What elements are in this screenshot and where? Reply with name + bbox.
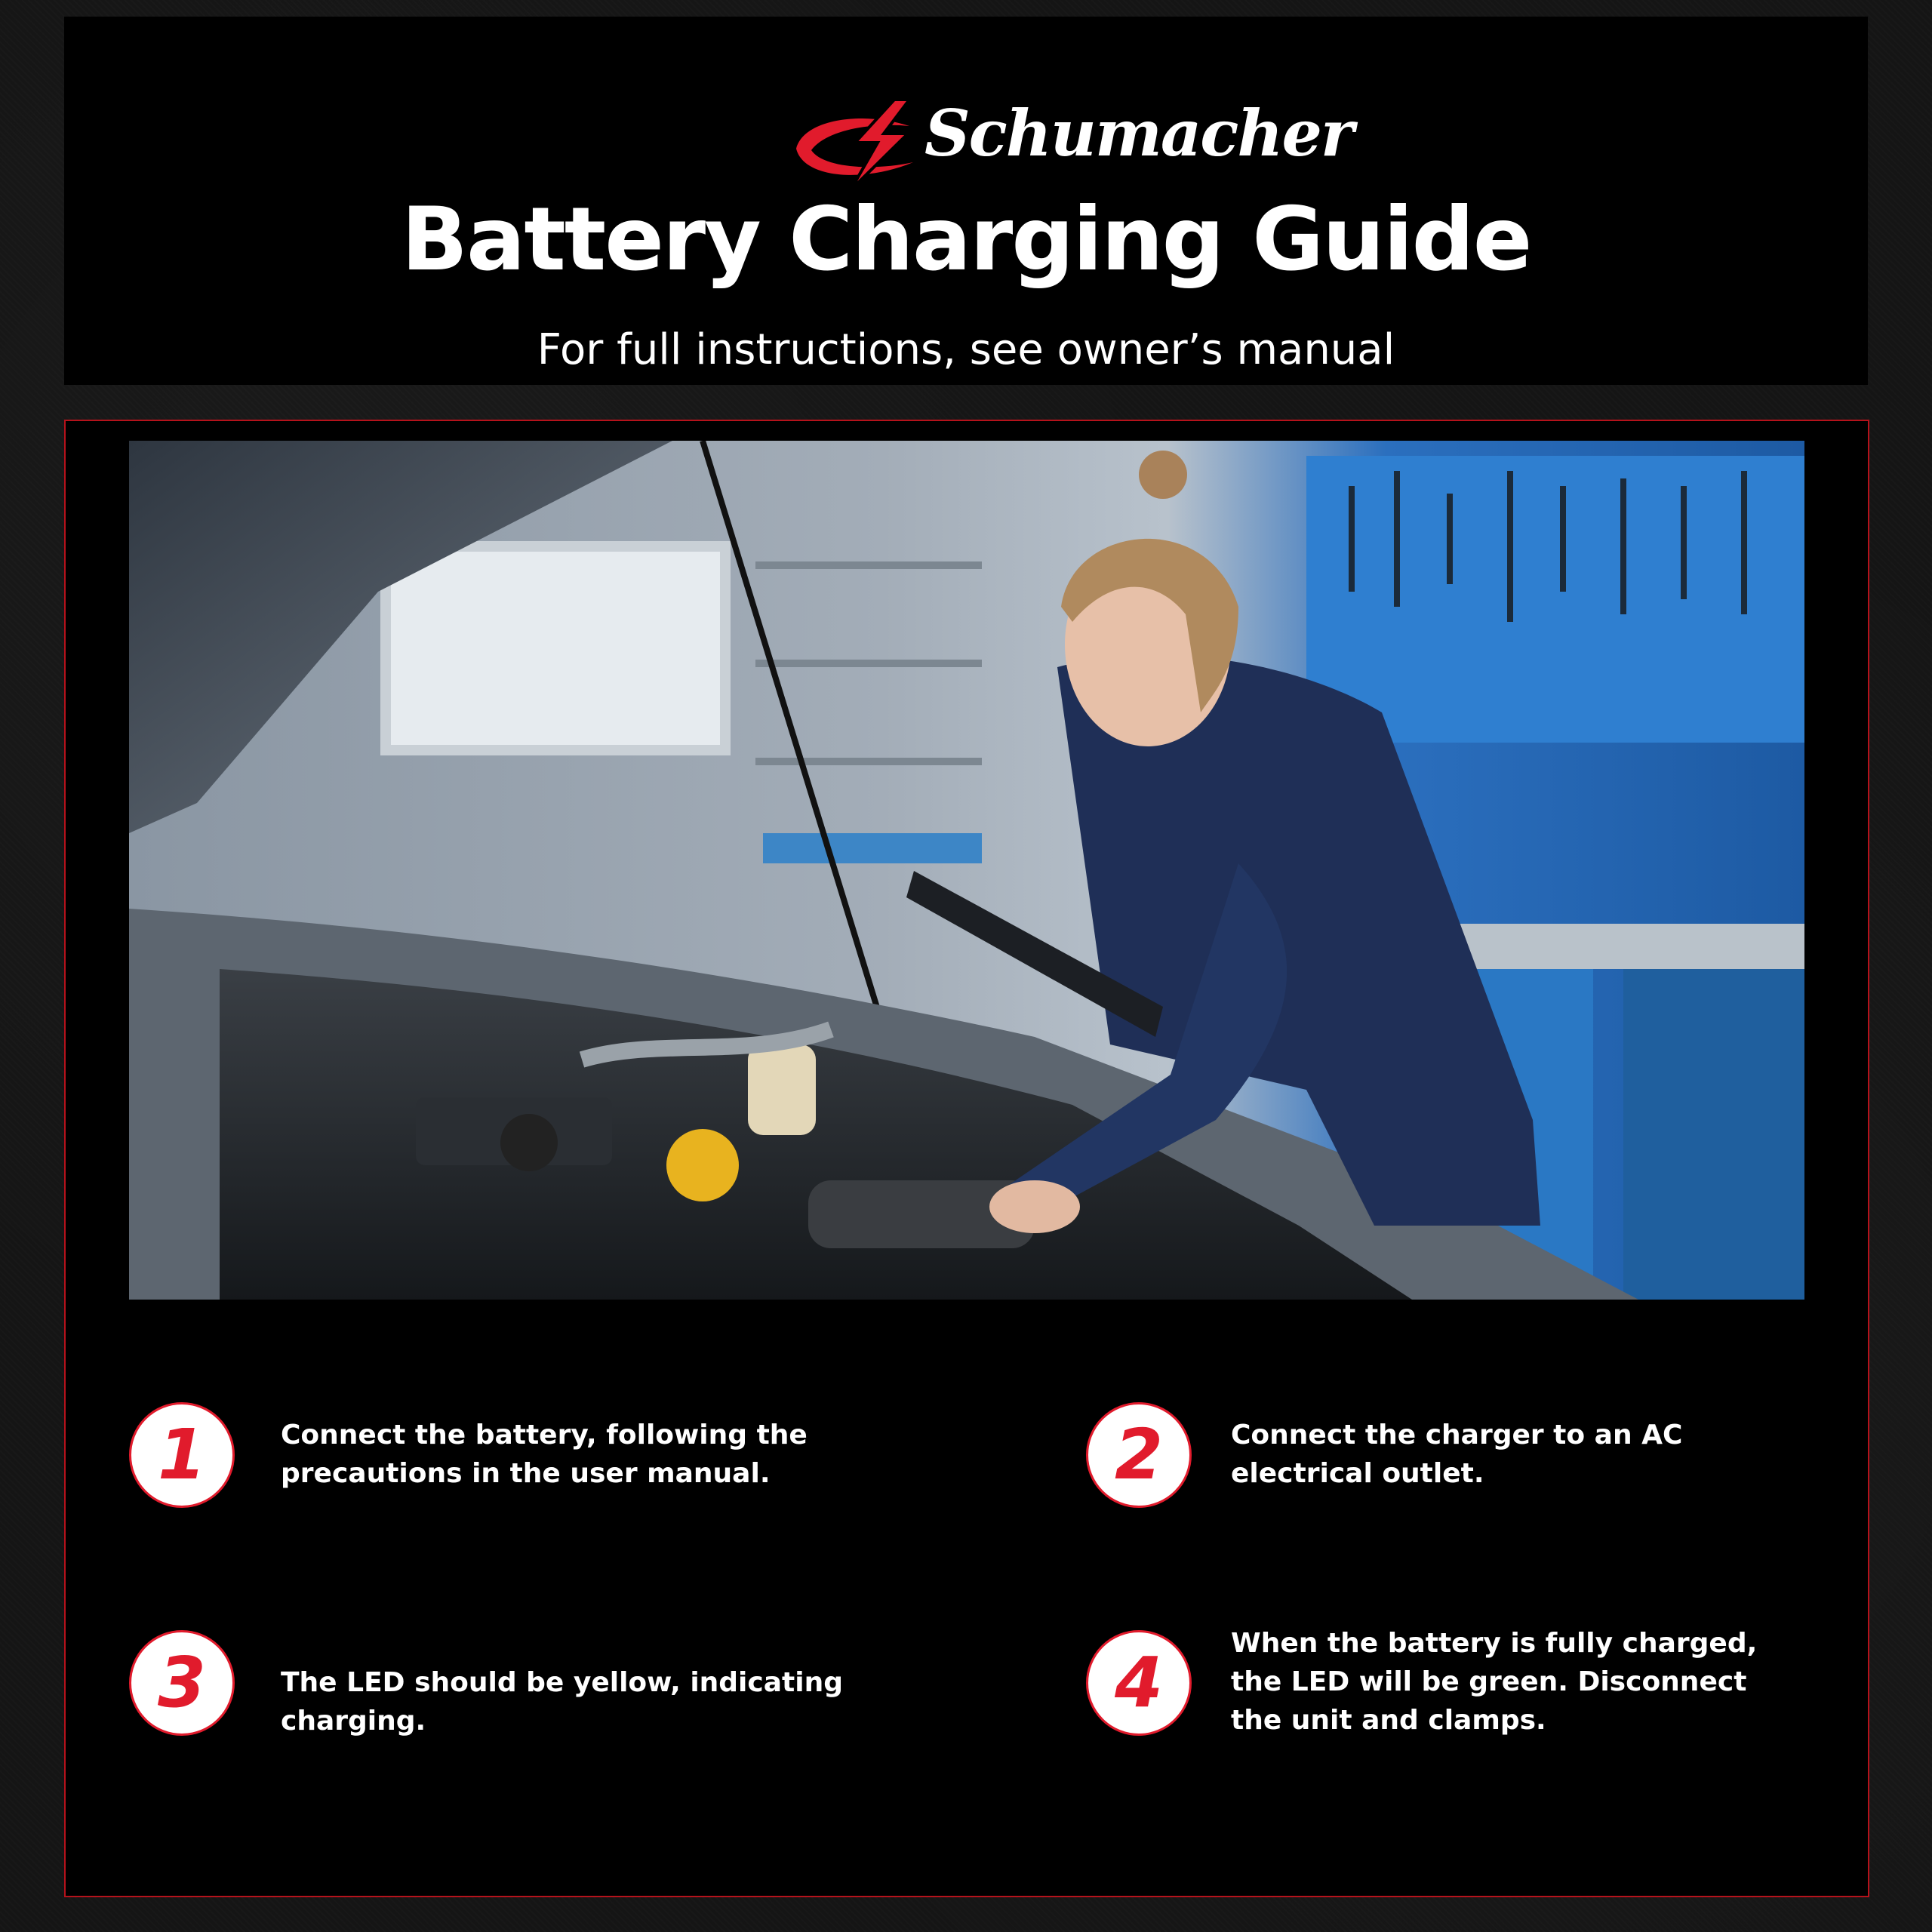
step-1 bbox=[129, 1402, 989, 1523]
step-instruction: Connect the battery, following the precautions in the user manual. bbox=[281, 1420, 808, 1489]
page-subtitle: For full instructions, see owner’s manual bbox=[537, 325, 1395, 374]
guide-panel bbox=[64, 420, 1869, 1897]
step-number-badge: 1 bbox=[129, 1402, 235, 1508]
step-instruction: Connect the charger to an AC electrical outlet. bbox=[1231, 1420, 1683, 1489]
brand-logo bbox=[781, 96, 1353, 194]
step-instruction: When the battery is fully charged, the LED will be green. Disconnect the unit and clamps. bbox=[1231, 1628, 1758, 1736]
step-instruction: The LED should be yellow, indicating charging. bbox=[281, 1667, 843, 1737]
page-title: Battery Charging Guide bbox=[401, 189, 1531, 291]
step-number-badge: 4 bbox=[1086, 1630, 1192, 1736]
step-number-badge: 2 bbox=[1086, 1402, 1192, 1508]
header-panel bbox=[64, 17, 1868, 385]
step-3 bbox=[129, 1630, 989, 1751]
step-4 bbox=[1086, 1630, 1856, 1766]
step-number-badge: 3 bbox=[129, 1630, 235, 1736]
mechanic-at-open-car-hood-photo bbox=[129, 441, 1804, 1300]
mechanic-photo bbox=[129, 441, 1804, 1300]
brand-wordmark: Schumacher bbox=[924, 96, 1353, 171]
lightning-bolt-swoosh-icon bbox=[781, 96, 932, 194]
step-2 bbox=[1086, 1402, 1856, 1523]
